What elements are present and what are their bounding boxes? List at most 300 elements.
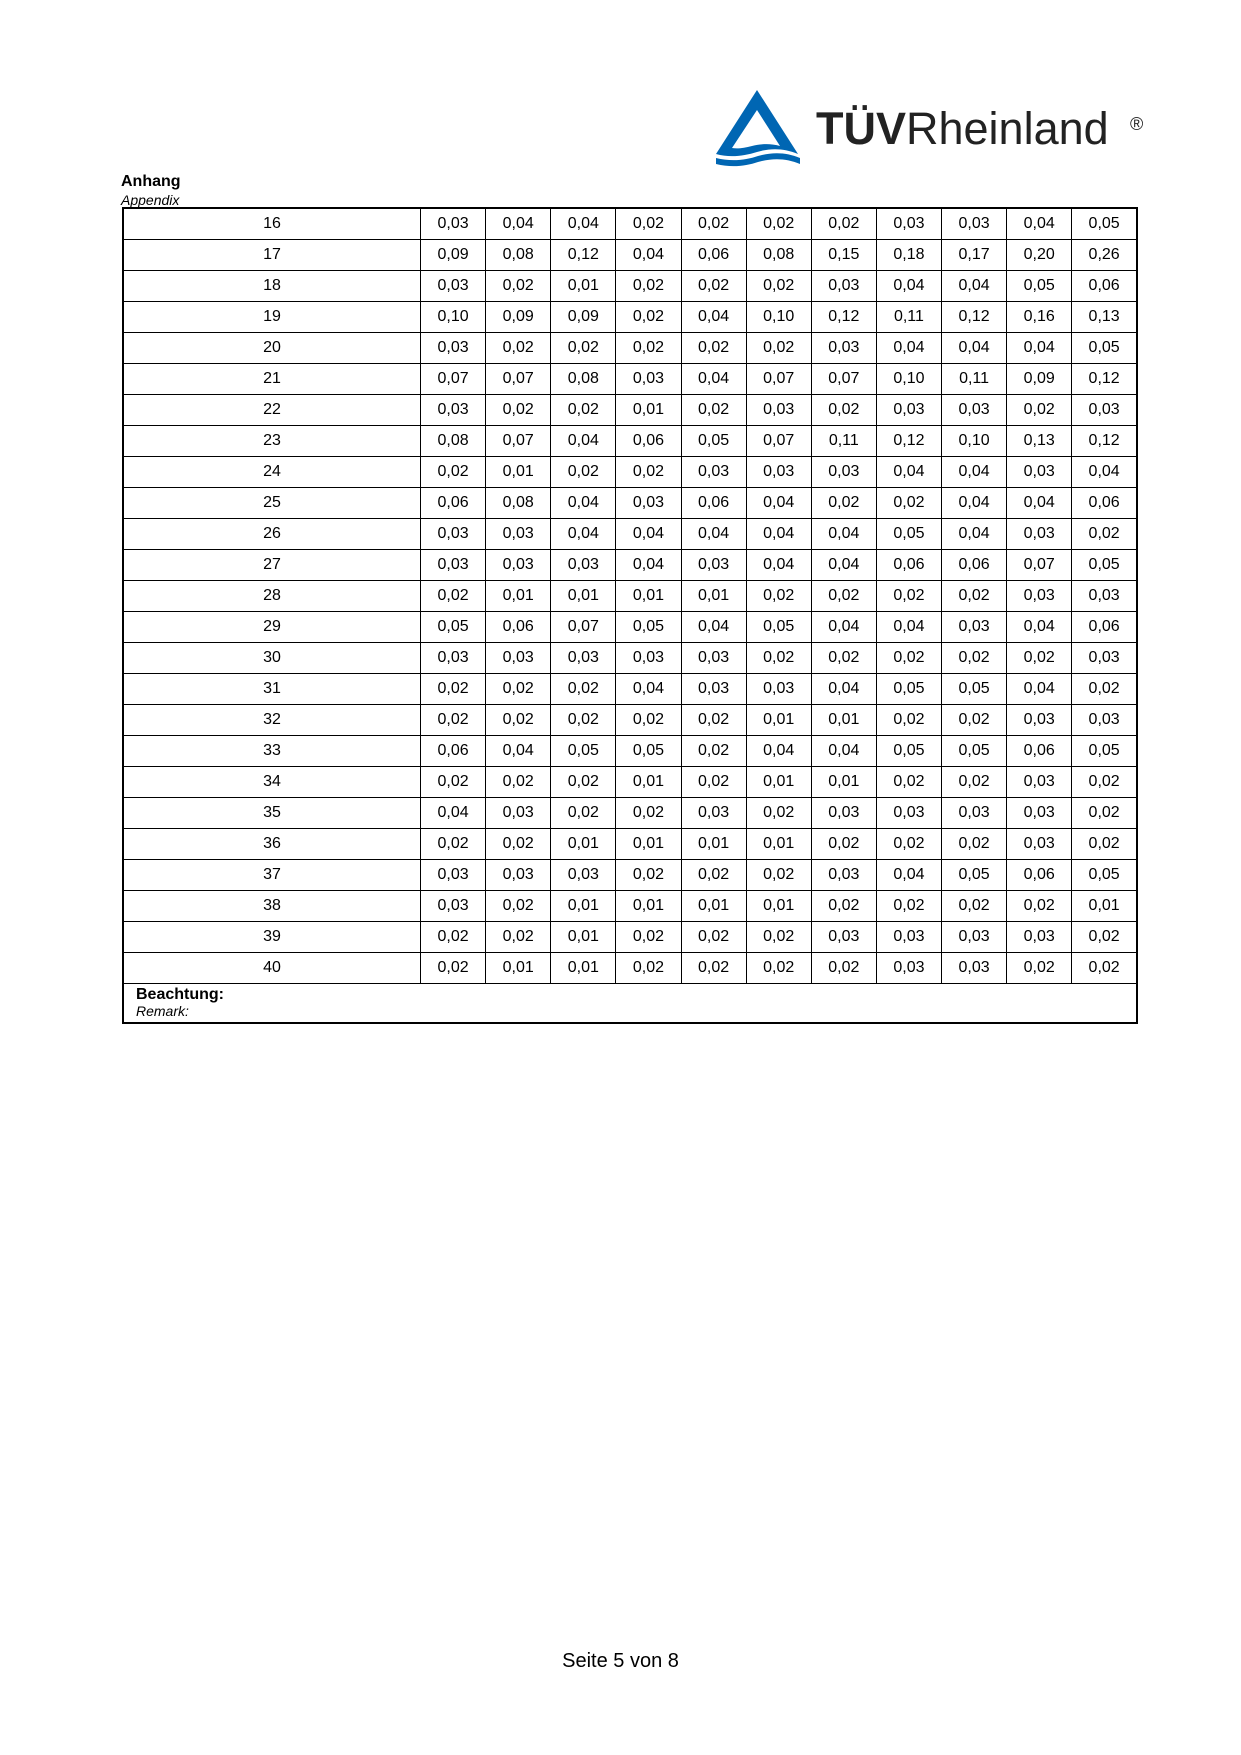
- value-cell: 0,02: [486, 674, 551, 705]
- value-cell: 0,03: [1007, 798, 1072, 829]
- value-cell: 0,01: [486, 581, 551, 612]
- value-cell: 0,06: [1072, 612, 1137, 643]
- value-cell: 0,04: [942, 488, 1007, 519]
- value-cell: 0,10: [421, 302, 486, 333]
- value-cell: 0,02: [1072, 922, 1137, 953]
- row-id-cell: 28: [123, 581, 421, 612]
- value-cell: 0,02: [811, 581, 876, 612]
- value-cell: 0,08: [486, 488, 551, 519]
- value-cell: 0,06: [616, 426, 681, 457]
- value-cell: 0,02: [746, 333, 811, 364]
- value-cell: 0,02: [811, 953, 876, 984]
- remark-subtitle: Remark:: [136, 1003, 189, 1019]
- value-cell: 0,03: [876, 953, 941, 984]
- value-cell: 0,10: [876, 364, 941, 395]
- value-cell: 0,02: [486, 829, 551, 860]
- value-cell: 0,03: [616, 488, 681, 519]
- value-cell: 0,02: [746, 643, 811, 674]
- value-cell: 0,02: [551, 705, 616, 736]
- row-id-cell: 39: [123, 922, 421, 953]
- value-cell: 0,12: [1072, 364, 1137, 395]
- value-cell: 0,03: [811, 922, 876, 953]
- value-cell: 0,02: [681, 395, 746, 426]
- table-row: [123, 643, 1137, 674]
- table-row: [123, 736, 1137, 767]
- value-cell: 0,10: [942, 426, 1007, 457]
- value-cell: 0,02: [616, 457, 681, 488]
- row-id-cell: 33: [123, 736, 421, 767]
- table-row: [123, 457, 1137, 488]
- value-cell: 0,02: [486, 705, 551, 736]
- value-cell: 0,04: [942, 457, 1007, 488]
- table-row: [123, 922, 1137, 953]
- value-cell: 0,03: [486, 519, 551, 550]
- value-cell: 0,01: [551, 922, 616, 953]
- value-cell: 0,09: [551, 302, 616, 333]
- value-cell: 0,02: [746, 208, 811, 240]
- value-cell: 0,05: [616, 736, 681, 767]
- value-cell: 0,02: [616, 953, 681, 984]
- value-cell: 0,02: [811, 488, 876, 519]
- row-id-cell: 37: [123, 860, 421, 891]
- value-cell: 0,06: [681, 240, 746, 271]
- value-cell: 0,01: [746, 829, 811, 860]
- value-cell: 0,01: [551, 829, 616, 860]
- value-cell: 0,02: [486, 395, 551, 426]
- value-cell: 0,07: [421, 364, 486, 395]
- row-id-cell: 36: [123, 829, 421, 860]
- table-row: [123, 798, 1137, 829]
- value-cell: 0,05: [1072, 208, 1137, 240]
- value-cell: 0,02: [876, 488, 941, 519]
- value-cell: 0,05: [746, 612, 811, 643]
- value-cell: 0,03: [616, 364, 681, 395]
- value-cell: 0,03: [942, 395, 1007, 426]
- value-cell: 0,04: [811, 674, 876, 705]
- remark-cell: [123, 984, 1137, 1024]
- value-cell: 0,13: [1007, 426, 1072, 457]
- value-cell: 0,04: [616, 240, 681, 271]
- value-cell: 0,18: [876, 240, 941, 271]
- row-id-cell: 35: [123, 798, 421, 829]
- value-cell: 0,02: [551, 798, 616, 829]
- value-cell: 0,03: [1007, 922, 1072, 953]
- value-cell: 0,03: [616, 643, 681, 674]
- value-cell: 0,05: [876, 519, 941, 550]
- value-cell: 0,02: [876, 705, 941, 736]
- value-cell: 0,02: [942, 829, 1007, 860]
- value-cell: 0,02: [681, 208, 746, 240]
- table-row: [123, 767, 1137, 798]
- row-id-cell: 20: [123, 333, 421, 364]
- value-cell: 0,26: [1072, 240, 1137, 271]
- value-cell: 0,09: [1007, 364, 1072, 395]
- table-row: [123, 426, 1137, 457]
- value-cell: 0,02: [421, 705, 486, 736]
- value-cell: 0,02: [681, 767, 746, 798]
- value-cell: 0,02: [551, 333, 616, 364]
- value-cell: 0,02: [681, 953, 746, 984]
- value-cell: 0,10: [746, 302, 811, 333]
- value-cell: 0,04: [746, 550, 811, 581]
- value-cell: 0,04: [551, 426, 616, 457]
- value-cell: 0,06: [681, 488, 746, 519]
- value-cell: 0,03: [811, 457, 876, 488]
- row-id-cell: 22: [123, 395, 421, 426]
- value-cell: 0,04: [942, 333, 1007, 364]
- value-cell: 0,02: [421, 953, 486, 984]
- value-cell: 0,01: [681, 829, 746, 860]
- value-cell: 0,02: [616, 208, 681, 240]
- value-cell: 0,02: [486, 891, 551, 922]
- value-cell: 0,03: [876, 208, 941, 240]
- value-cell: 0,02: [681, 333, 746, 364]
- value-cell: 0,03: [551, 550, 616, 581]
- value-cell: 0,03: [681, 674, 746, 705]
- value-cell: 0,07: [486, 364, 551, 395]
- value-cell: 0,06: [1072, 271, 1137, 302]
- value-cell: 0,03: [421, 550, 486, 581]
- value-cell: 0,02: [876, 581, 941, 612]
- value-cell: 0,05: [1072, 550, 1137, 581]
- value-cell: 0,03: [1007, 519, 1072, 550]
- value-cell: 0,04: [876, 860, 941, 891]
- value-cell: 0,04: [616, 550, 681, 581]
- value-cell: 0,02: [811, 395, 876, 426]
- table-row: [123, 240, 1137, 271]
- section-subtitle: Appendix: [121, 192, 180, 208]
- value-cell: 0,09: [421, 240, 486, 271]
- page-number: Seite 5 von 8: [562, 1650, 679, 1672]
- row-id-cell: 29: [123, 612, 421, 643]
- value-cell: 0,02: [876, 767, 941, 798]
- value-cell: 0,05: [1072, 736, 1137, 767]
- value-cell: 0,04: [1007, 674, 1072, 705]
- value-cell: 0,04: [1007, 208, 1072, 240]
- row-id-cell: 16: [123, 208, 421, 240]
- value-cell: 0,01: [746, 705, 811, 736]
- value-cell: 0,03: [1072, 395, 1137, 426]
- value-cell: 0,11: [942, 364, 1007, 395]
- value-cell: 0,02: [486, 767, 551, 798]
- value-cell: 0,01: [811, 705, 876, 736]
- value-cell: 0,03: [486, 550, 551, 581]
- value-cell: 0,04: [1007, 488, 1072, 519]
- value-cell: 0,01: [551, 953, 616, 984]
- value-cell: 0,05: [551, 736, 616, 767]
- value-cell: 0,05: [1072, 860, 1137, 891]
- table-row: [123, 829, 1137, 860]
- value-cell: 0,02: [1007, 395, 1072, 426]
- value-cell: 0,02: [486, 271, 551, 302]
- table-row: [123, 891, 1137, 922]
- value-cell: 0,02: [811, 829, 876, 860]
- table-row: [123, 488, 1137, 519]
- brand-rheinland: Rheinland: [906, 103, 1109, 154]
- value-cell: 0,07: [486, 426, 551, 457]
- value-cell: 0,03: [681, 550, 746, 581]
- row-id-cell: 32: [123, 705, 421, 736]
- value-cell: 0,01: [616, 891, 681, 922]
- value-cell: 0,02: [486, 333, 551, 364]
- value-cell: 0,03: [811, 333, 876, 364]
- value-cell: 0,01: [551, 271, 616, 302]
- value-cell: 0,08: [486, 240, 551, 271]
- value-cell: 0,04: [746, 519, 811, 550]
- value-cell: 0,01: [486, 953, 551, 984]
- value-cell: 0,02: [746, 581, 811, 612]
- value-cell: 0,04: [551, 208, 616, 240]
- value-cell: 0,03: [876, 798, 941, 829]
- value-cell: 0,03: [876, 395, 941, 426]
- tuv-rheinland-logo: [712, 88, 1152, 168]
- value-cell: 0,01: [746, 767, 811, 798]
- table-row: [123, 333, 1137, 364]
- value-cell: 0,03: [421, 891, 486, 922]
- value-cell: 0,04: [811, 519, 876, 550]
- value-cell: 0,03: [811, 798, 876, 829]
- value-cell: 0,04: [746, 736, 811, 767]
- value-cell: 0,02: [942, 767, 1007, 798]
- value-cell: 0,04: [876, 271, 941, 302]
- table-row: [123, 395, 1137, 426]
- row-id-cell: 17: [123, 240, 421, 271]
- value-cell: 0,04: [942, 271, 1007, 302]
- value-cell: 0,04: [486, 208, 551, 240]
- value-cell: 0,03: [421, 519, 486, 550]
- value-cell: 0,02: [421, 922, 486, 953]
- value-cell: 0,03: [942, 612, 1007, 643]
- value-cell: 0,02: [811, 208, 876, 240]
- value-cell: 0,02: [1007, 891, 1072, 922]
- value-cell: 0,02: [1007, 643, 1072, 674]
- value-cell: 0,01: [1072, 891, 1137, 922]
- value-cell: 0,15: [811, 240, 876, 271]
- value-cell: 0,11: [811, 426, 876, 457]
- value-cell: 0,06: [942, 550, 1007, 581]
- value-cell: 0,06: [486, 612, 551, 643]
- value-cell: 0,02: [876, 891, 941, 922]
- value-cell: 0,05: [1072, 333, 1137, 364]
- value-cell: 0,02: [746, 860, 811, 891]
- registered-mark: ®: [1130, 114, 1144, 134]
- remark-row: [123, 984, 1137, 1024]
- value-cell: 0,03: [811, 271, 876, 302]
- value-cell: 0,05: [876, 736, 941, 767]
- row-id-cell: 38: [123, 891, 421, 922]
- value-cell: 0,04: [811, 550, 876, 581]
- value-cell: 0,03: [746, 674, 811, 705]
- value-cell: 0,03: [421, 395, 486, 426]
- value-cell: 0,06: [1072, 488, 1137, 519]
- value-cell: 0,03: [942, 798, 1007, 829]
- value-cell: 0,04: [681, 302, 746, 333]
- row-id-cell: 40: [123, 953, 421, 984]
- value-cell: 0,06: [1007, 736, 1072, 767]
- value-cell: 0,02: [1072, 798, 1137, 829]
- value-cell: 0,04: [486, 736, 551, 767]
- value-cell: 0,02: [746, 953, 811, 984]
- table-row: [123, 519, 1137, 550]
- value-cell: 0,03: [421, 208, 486, 240]
- value-cell: 0,02: [1072, 953, 1137, 984]
- table-row: [123, 364, 1137, 395]
- row-id-cell: 30: [123, 643, 421, 674]
- value-cell: 0,04: [1007, 612, 1072, 643]
- row-id-cell: 23: [123, 426, 421, 457]
- row-id-cell: 31: [123, 674, 421, 705]
- value-cell: 0,02: [876, 829, 941, 860]
- brand-tuv: TÜV: [816, 103, 906, 154]
- value-cell: 0,04: [876, 612, 941, 643]
- value-cell: 0,05: [1007, 271, 1072, 302]
- value-cell: 0,04: [811, 612, 876, 643]
- row-id-cell: 21: [123, 364, 421, 395]
- value-cell: 0,16: [1007, 302, 1072, 333]
- section-title: Anhang: [121, 173, 181, 190]
- tuv-triangle-icon: [712, 88, 802, 168]
- value-cell: 0,12: [1072, 426, 1137, 457]
- value-cell: 0,02: [551, 395, 616, 426]
- value-cell: 0,04: [1007, 333, 1072, 364]
- value-cell: 0,02: [421, 581, 486, 612]
- value-cell: 0,03: [421, 643, 486, 674]
- value-cell: 0,01: [616, 829, 681, 860]
- value-cell: 0,02: [746, 798, 811, 829]
- value-cell: 0,01: [486, 457, 551, 488]
- value-cell: 0,04: [681, 612, 746, 643]
- value-cell: 0,06: [1007, 860, 1072, 891]
- value-cell: 0,02: [876, 643, 941, 674]
- value-cell: 0,04: [681, 364, 746, 395]
- row-id-cell: 18: [123, 271, 421, 302]
- value-cell: 0,02: [681, 705, 746, 736]
- value-cell: 0,08: [746, 240, 811, 271]
- value-cell: 0,01: [551, 581, 616, 612]
- remark-title: Beachtung:: [136, 986, 224, 1003]
- value-cell: 0,03: [746, 395, 811, 426]
- value-cell: 0,03: [421, 271, 486, 302]
- value-cell: 0,12: [551, 240, 616, 271]
- value-cell: 0,02: [1072, 519, 1137, 550]
- value-cell: 0,07: [746, 364, 811, 395]
- value-cell: 0,02: [811, 891, 876, 922]
- row-id-cell: 34: [123, 767, 421, 798]
- value-cell: 0,02: [421, 674, 486, 705]
- value-cell: 0,02: [746, 922, 811, 953]
- value-cell: 0,06: [421, 736, 486, 767]
- value-cell: 0,02: [551, 674, 616, 705]
- value-cell: 0,02: [681, 860, 746, 891]
- value-cell: 0,02: [942, 705, 1007, 736]
- value-cell: 0,03: [1007, 767, 1072, 798]
- value-cell: 0,03: [421, 333, 486, 364]
- value-cell: 0,09: [486, 302, 551, 333]
- value-cell: 0,02: [1072, 829, 1137, 860]
- value-cell: 0,05: [876, 674, 941, 705]
- value-cell: 0,01: [811, 767, 876, 798]
- table-row: [123, 208, 1137, 240]
- value-cell: 0,01: [616, 581, 681, 612]
- value-cell: 0,02: [681, 736, 746, 767]
- value-cell: 0,08: [421, 426, 486, 457]
- value-cell: 0,07: [746, 426, 811, 457]
- value-cell: 0,03: [486, 798, 551, 829]
- value-cell: 0,11: [876, 302, 941, 333]
- value-cell: 0,04: [811, 736, 876, 767]
- value-cell: 0,08: [551, 364, 616, 395]
- value-cell: 0,06: [876, 550, 941, 581]
- row-id-cell: 26: [123, 519, 421, 550]
- value-cell: 0,02: [486, 922, 551, 953]
- value-cell: 0,02: [616, 271, 681, 302]
- value-cell: 0,04: [616, 674, 681, 705]
- value-cell: 0,02: [421, 767, 486, 798]
- value-cell: 0,02: [1007, 953, 1072, 984]
- table-row: [123, 705, 1137, 736]
- value-cell: 0,04: [942, 519, 1007, 550]
- value-cell: 0,02: [421, 829, 486, 860]
- table-row: [123, 953, 1137, 984]
- table-row: [123, 612, 1137, 643]
- value-cell: 0,04: [746, 488, 811, 519]
- value-cell: 0,01: [681, 581, 746, 612]
- value-cell: 0,03: [1007, 581, 1072, 612]
- value-cell: 0,07: [811, 364, 876, 395]
- value-cell: 0,02: [746, 271, 811, 302]
- value-cell: 0,01: [616, 395, 681, 426]
- brand-name: [816, 103, 1109, 154]
- value-cell: 0,02: [1072, 674, 1137, 705]
- value-cell: 0,03: [1072, 643, 1137, 674]
- value-cell: 0,03: [551, 643, 616, 674]
- value-cell: 0,03: [811, 860, 876, 891]
- value-cell: 0,02: [1072, 767, 1137, 798]
- value-cell: 0,02: [811, 643, 876, 674]
- table-row: [123, 302, 1137, 333]
- value-cell: 0,02: [616, 922, 681, 953]
- value-cell: 0,04: [551, 488, 616, 519]
- value-cell: 0,03: [1007, 457, 1072, 488]
- value-cell: 0,03: [486, 860, 551, 891]
- value-cell: 0,03: [551, 860, 616, 891]
- value-cell: 0,03: [876, 922, 941, 953]
- value-cell: 0,02: [421, 457, 486, 488]
- value-cell: 0,03: [486, 643, 551, 674]
- table-body: [123, 208, 1137, 1023]
- value-cell: 0,02: [681, 271, 746, 302]
- value-cell: 0,04: [876, 333, 941, 364]
- row-id-cell: 27: [123, 550, 421, 581]
- value-cell: 0,05: [942, 860, 1007, 891]
- measurement-table: [122, 207, 1138, 1024]
- value-cell: 0,13: [1072, 302, 1137, 333]
- value-cell: 0,04: [681, 519, 746, 550]
- value-cell: 0,02: [551, 767, 616, 798]
- value-cell: 0,01: [681, 891, 746, 922]
- value-cell: 0,05: [942, 674, 1007, 705]
- row-id-cell: 24: [123, 457, 421, 488]
- table-row: [123, 674, 1137, 705]
- value-cell: 0,06: [421, 488, 486, 519]
- table-row: [123, 271, 1137, 302]
- row-id-cell: 25: [123, 488, 421, 519]
- value-cell: 0,05: [942, 736, 1007, 767]
- value-cell: 0,01: [616, 767, 681, 798]
- value-cell: 0,02: [616, 302, 681, 333]
- value-cell: 0,04: [421, 798, 486, 829]
- value-cell: 0,02: [616, 333, 681, 364]
